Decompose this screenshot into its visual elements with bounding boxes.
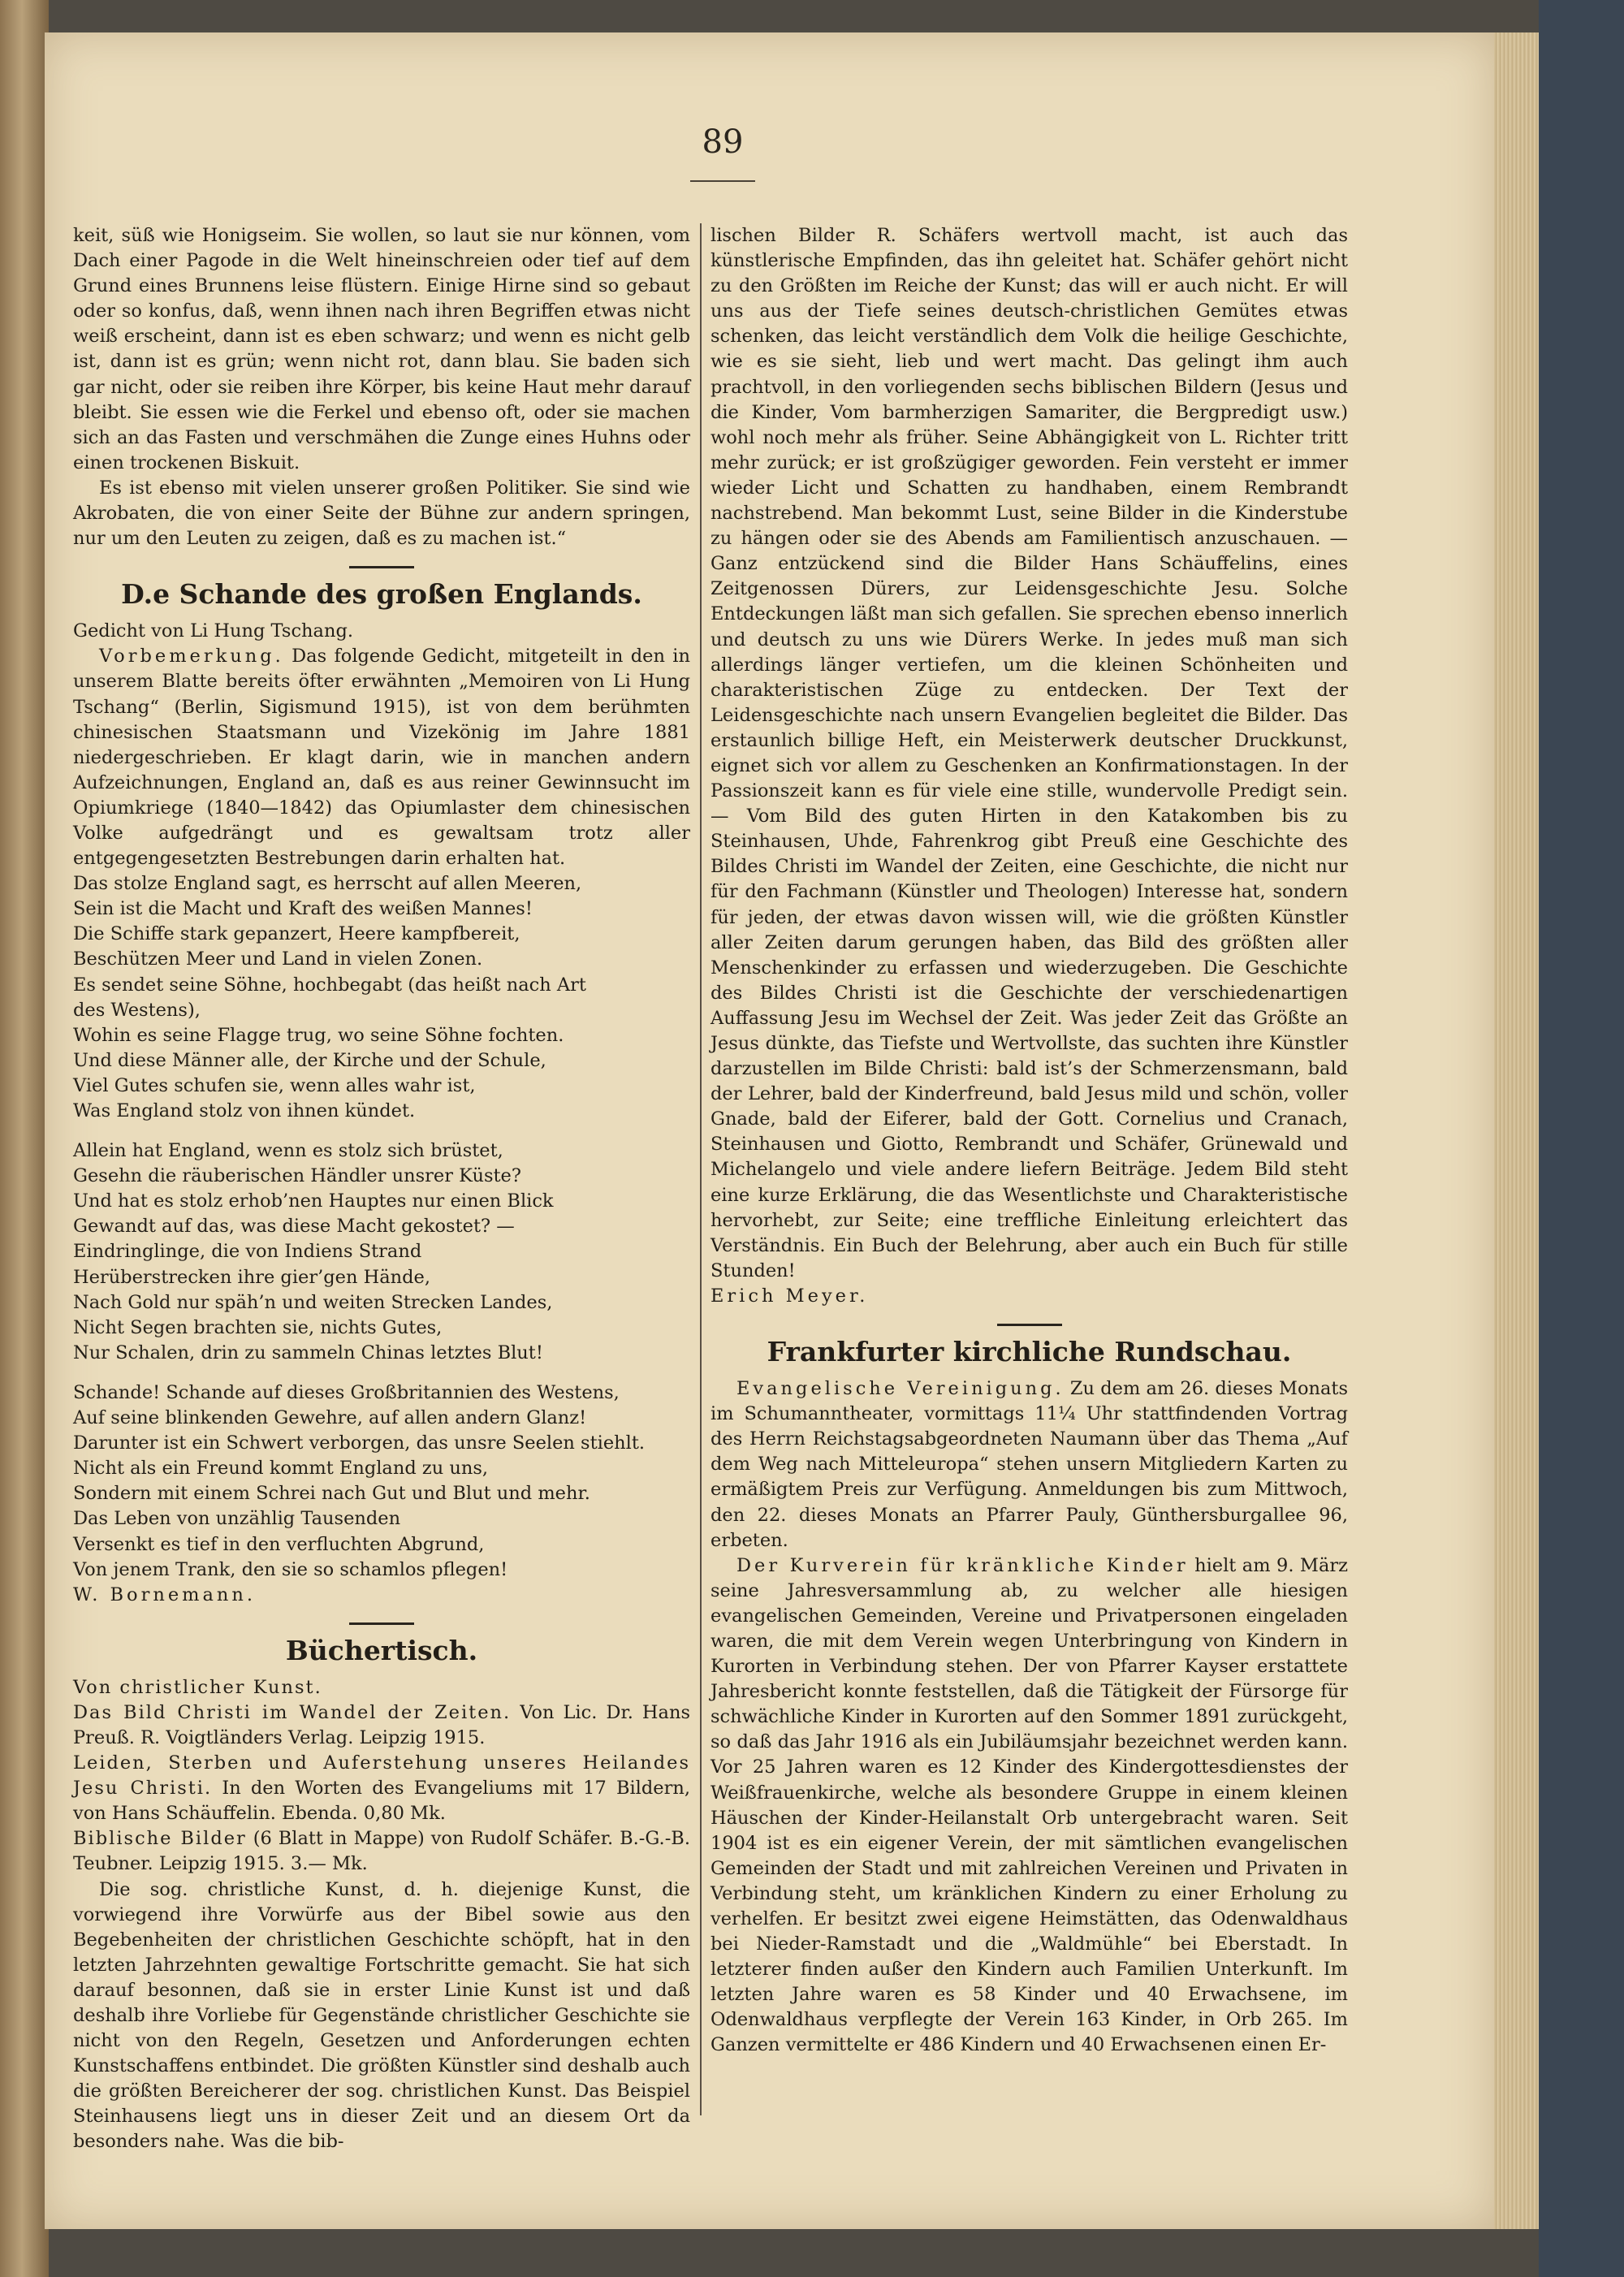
poem-line: Nach Gold nur späh’n und weiten Strecken Landes, — [73, 1291, 553, 1313]
news-item-1-text: Zu dem am 26. dieses Monats im Schumanntheater, vormittags 11¼ Uhr stattfindenden Vortrag des Herrn Reichstagsabgeordneten Naumann über das Thema „Auf dem Weg nach Mitteleuropa“ stehen unsern Mitgliedern Karten zu ermäßigtem Preis zur Verfügung. Anmeldungen bis zum Mittwoch, den 22. dieses Monats an Pfarrer Pauly, Günthersburgallee 96, erbeten. — [710, 1378, 1349, 1551]
poem-line: Viel Gutes schufen sie, wenn alles wahr ist, — [73, 1074, 476, 1096]
books-subtitle: Von christlicher Kunst. — [73, 1676, 322, 1698]
poem-line: Herüberstrecken ihre gier’gen Hände, — [73, 1266, 431, 1288]
book-2-details: In den Worten des Evangeliums mit 17 Bildern, von Hans Schäuffelin. Ebenda. 0,80 Mk. — [73, 1778, 690, 1825]
poem-stanza-1 — [73, 871, 690, 1124]
book-3-title: Biblische Bilder — [73, 1828, 247, 1850]
poem-line: Nur Schalen, drin zu sammeln Chinas letztes Blut! — [73, 1342, 543, 1363]
poem-stanza-2 — [73, 1138, 690, 1366]
poem-line: Das stolze England sagt, es herrscht auf allen Meeren, — [73, 873, 582, 895]
vorbemerkung — [73, 644, 690, 871]
poem-line: Schande! Schande auf dieses Großbritannien des Westens, — [73, 1381, 620, 1403]
book-binding — [0, 0, 49, 2277]
review-continued: lischen Bilder R. Schäfers wertvoll macht, ist auch das künstlerische Empfinden, das ihn geleitet hat. Schäfer gehört nicht zu den Größten im Reiche der Kunst; das will er auch nicht. Er will uns aus der Tiefe seines deutsch-christlichen Gemütes etwas schenken, das leicht verständlich dem Volk die heilige Geschichte, wie es sie sieht, lieb und wert macht. Das gelingt ihm auch prachtvoll, in den vorliegenden sechs biblischen Bildern (Jesus und die Kinder, Vom barmherzigen Samariter, die Bergpredigt usw.) wohl noch mehr als früher. Seine Abhängigkeit von L. Richter tritt mehr zurück; er ist großzügiger geworden. Fein versteht er immer wieder Licht und Schatten zu handhaben, einem Rembrandt nachstrebend. Man bekommt Lust, seine Bilder in die Kinderstube zu hängen oder sie des Abends am Familientisch anzuschauen. — Ganz entzückend sind die Bilder Hans Schäuffelins, eines Zeitgenossen Dürers, zur Leidensgeschichte Jesu. Solche Entdeckungen läßt man sich gefallen. Sie sprechen ebenso innerlich und deutsch zu uns wie Dürers Werke. In jedes muß man sich allerdings länger vertiefen, um die kleinen Schönheiten und charakteristischen Züge zu entdecken. Der Text der Leidensgeschichte nach unsern Evangelien begleitet die Bilder. Das erstaunlich billige Heft, ein Meisterwerk deutscher Druckkunst, eignet sich vor allem zu Geschenken an Konfirmationstagen. In der Passionszeit kann es für viele eine stille, wundervolle Predigt sein. — Vom Bild des guten Hirten in den Katakomben bis zu Steinhausen, Uhde, Fahrenkrog gibt Preuß eine Geschichte des Bildes Christi im Wandel der Zeiten, eine Geschichte, die nicht nur für den Fachmann (Künstler und Theologen) Interesse hat, sondern für jeden, der etwas davon wissen will, wie die größten Künstler aller Zeiten darum gerungen haben, das Bild des größten aller Menschenkinder zu erfassen und wiederzugeben. Die Geschichte des Bildes Christi ist die Geschichte der verschiedenartigen Auffassung Jesu im Wechsel der Zeit. Was jeder Zeit das Größte an Jesus dünkte, das Tiefste und Wertvollste, das suchten ihre Künstler darzustellen im Bilde Christi: bald ist’s der Schmerzensmann, bald der Lehrer, bald der Kinderfreund, bald Jesus mild und schön, voller Gnade, bald der Eiferer, bald der Gott. Cornelius und Cranach, Steinhausen und Giotto, Rembrandt und Schäfer, Grünewald und Michelangelo und viele andere liefern Beiträge. Jedem Bild steht eine kurze Erklärung, die das Wesentlichste und Charakteristische hervorhebt, zur Seite; eine treffliche Einleitung erleichtert das Verständnis. Ein Buch der Belehrung, aber auch ein Buch für stille Stunden! — [710, 225, 1348, 1281]
poem-line: Die Schiffe stark gepanzert, Heere kampfbereit, — [73, 923, 520, 945]
poem-line: Beschützen Meer und Land in vielen Zonen. — [73, 948, 483, 970]
book-entry-1 — [73, 1700, 690, 1751]
poem-line: Allein hat England, wenn es stolz sich brüstet, — [73, 1140, 503, 1162]
poem-line: Und hat es stolz erhob’nen Hauptes nur einen Blick — [73, 1190, 554, 1212]
book-cover — [1539, 0, 1624, 2277]
poem-line: Es sendet seine Söhne, hochbegabt (das heißt nach Art — [73, 974, 586, 996]
poem-line: Wohin es seine Flagge trug, wo seine Söhne fochten. — [73, 1024, 564, 1046]
book-entry-3 — [73, 1826, 690, 1877]
page-edges — [1494, 32, 1539, 2229]
news-item-1 — [710, 1376, 1348, 1553]
books-title: Büchertisch. — [285, 1634, 478, 1666]
section-rule — [997, 1324, 1062, 1326]
column-divider — [700, 223, 702, 2115]
page-number-rule — [690, 180, 755, 182]
poem-byline: Gedicht von Li Hung Tschang. — [73, 620, 353, 642]
poem-line: Versenkt es tief in den verfluchten Abgrund, — [73, 1533, 485, 1555]
news-item-1-lead: Evangelische Vereinigung. — [736, 1378, 1065, 1400]
poem-line: Gesehn die räuberischen Händler unsrer Küste? — [73, 1165, 521, 1187]
poem-signature: W. Bornemann. — [73, 1584, 257, 1605]
poem-line: Eindringlinge, die von Indiens Strand — [73, 1241, 422, 1263]
poem-line: Von jenem Trank, den sie so schamlos pflegen! — [73, 1558, 508, 1580]
book-3-details: (6 Blatt in Mappe) von Rudolf Schäfer. B.-G.-B. Teubner. Leipzig 1915. 3.— Mk. — [73, 1828, 690, 1875]
right-column — [710, 223, 1348, 2059]
vorbemerkung-label: Vorbemerkung. — [99, 646, 284, 668]
poem-line: Darunter ist ein Schwert verborgen, das unsre Seelen stiehlt. — [73, 1432, 646, 1454]
intro-paragraph-1: keit, süß wie Honigseim. Sie wollen, so laut sie nur können, vom Dach einer Pagode in die Welt hineinschreien oder tief auf dem Grund eines Brunnens leise flüstern. Einige Hirne sind so gebaut oder so konfus, daß, wenn ihnen nach ihren Begriffen etwas nicht weiß erscheint, dann ist es eben schwarz; und wenn es nicht gelb ist, dann ist es grün; wenn nicht rot, dann blau. Sie baden sich gar nicht, oder sie reiben ihre Körper, bis keine Haut mehr darauf bleibt. Sie essen wie die Ferkel und ebenso oft, oder sie machen sich an das Fasten und verschmähen die Zunge eines Huhns oder einen trockenen Biskuit. — [73, 225, 690, 473]
section-rule — [349, 1622, 414, 1625]
book-2-title: Leiden, Sterben und Auferstehung unseres Heilandes Jesu Christi. — [73, 1752, 690, 1800]
vorbemerkung-text: Das folgende Gedicht, mitgeteilt in den in unserem Blatte bereits öfter erwähnten „Memoiren von Li Hung Tschang“ (Berlin, Sigismund 1915), ist von dem berühmten chinesischen Staatsmann und Vizekönig im Jahre 1881 niedergeschrieben. Er klagt darin, wie in manchen andern Aufzeichnungen, England an, daß es aus reiner Gewinnsucht im Opiumkriege (1840—1842) das Opiumlaster dem chinesischen Volke aufgedrängt und es gewaltsam trotz aller entgegengesetzten Bestrebungen darin erhalten hat. — [73, 646, 690, 870]
book-1-title: Das Bild Christi im Wandel der Zeiten. — [73, 1701, 512, 1723]
left-column — [73, 223, 690, 2155]
news-item-2-lead: Der Kurverein für kränkliche Kinder — [736, 1554, 1189, 1576]
review-signature: Erich Meyer. — [710, 1285, 869, 1307]
intro-paragraph-2: Es ist ebenso mit vielen unserer großen Politiker. Sie sind wie Akrobaten, die von einer Seite der Bühne zur andern springen, nur um den Leuten zu zeigen, daß es zu machen ist.“ — [73, 477, 690, 550]
poem-title: D.e Schande des großen Englands. — [121, 578, 642, 611]
review-start: Die sog. christliche Kunst, d. h. diejenige Kunst, die vorwiegend ihre Vorwürfe aus der Bibel sowie aus den Begebenheiten der christlichen Geschichte schöpft, hat in den letzten Jahrzehnten gewaltige Fortschritte gemacht. Sie hat sich darauf besonnen, daß sie in erster Linie Kunst ist und daß deshalb ihre Vorliebe für Gegenstände christlicher Geschichte sie nicht von den Regeln, Gesetzen und Anforderungen echten Kunstschaffens entbindet. Die größten Künstler sind deshalb auch die größten Bereicherer der sog. christlichen Kunst. Das Beispiel Steinhausens liegt uns in dieser Zeit und an diesem Ort da besonders nahe. Was die bib- — [73, 1878, 690, 2153]
poem-line: Gewandt auf das, was diese Macht gekostet? — — [73, 1216, 515, 1238]
poem-line: Was England stolz von ihnen kündet. — [73, 1100, 416, 1121]
page-number: 89 — [702, 123, 744, 161]
poem-line: Nicht als ein Freund kommt England zu uns, — [73, 1458, 489, 1480]
poem-line: Sein ist die Macht und Kraft des weißen Mannes! — [73, 898, 533, 920]
poem-line: Das Leben von unzählig Tausenden — [73, 1508, 401, 1530]
poem-line: Auf seine blinkenden Gewehre, auf allen andern Glanz! — [73, 1407, 587, 1429]
poem-line: des Westens), — [73, 999, 201, 1021]
section-rule — [349, 566, 414, 568]
poem-line: Nicht Segen brachten sie, nichts Gutes, — [73, 1316, 443, 1338]
book-entry-2 — [73, 1751, 690, 1826]
rundschau-title: Frankfurter kirchliche Rundschau. — [767, 1336, 1292, 1368]
news-item-2 — [710, 1553, 1348, 2059]
poem-stanza-3 — [73, 1380, 690, 1583]
poem-line: Und diese Männer alle, der Kirche und der Schule, — [73, 1049, 546, 1071]
news-item-2-text: hielt am 9. März seine Jahresversammlung ab, zu welcher alle hiesigen evangelischen Gemeinden, Vereine und Privatpersonen eingeladen waren, die mit dem Verein wegen Unterbringung von Kindern in Kurorten in Verbindung stehen. Der von Pfarrer Kayser erstattete Jahresbericht konnte feststellen, daß die Tätigkeit der Fürsorge für schwächliche Kinder in Kurorten auf den Sommer 1891 zurückgeht, so daß das Jahr 1916 als ein Jubiläumsjahr bezeichnet werden kann. Vor 25 Jahren waren es 12 Kinder des Kindergottesdienstes der Weißfrauenkirche, welche als besondere Gruppe in einem kleinen Häuschen der Kinder-Heilanstalt Orb untergebracht waren. Seit 1904 ist es ein eigener Verein, der mit sämtlichen evangelischen Gemeinden der Stadt und mit zahlreichen Vereinen und Privaten in Verbindung steht, um kränklichen Kindern zu einer Erholung zu verhelfen. Er besitzt zwei eigene Heimstätten, das Odenwaldhaus bei Nieder-Ramstadt und die „Waldmühle“ bei Eberstadt. In letzterer finden außer den Kindern auch Familien Unterkunft. Im letzten Jahre waren es 58 Kinder und 40 Erwachsene, im Odenwaldhaus verpflegte der Verein 163 Kinder, in Orb 265. Im Ganzen vermittelte er 486 Kindern und 40 Erwachsenen einen Er- — [710, 1554, 1348, 2056]
poem-line: Sondern mit einem Schrei nach Gut und Blut und mehr. — [73, 1483, 590, 1505]
book-1-details: Von Lic. Dr. Hans Preuß. R. Voigtländers Verlag. Leipzig 1915. — [73, 1701, 691, 1748]
